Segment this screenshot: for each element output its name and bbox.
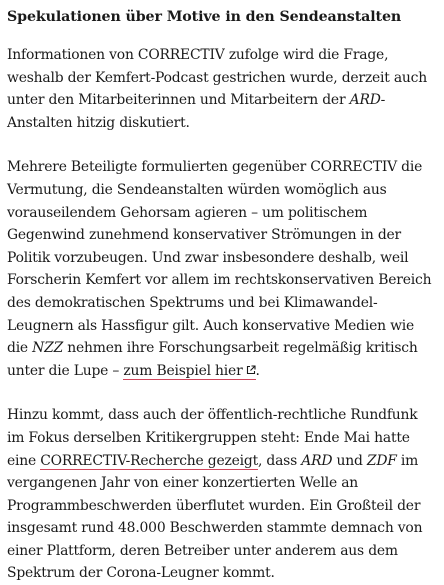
p3-zdf: ZDF [366, 452, 397, 469]
p3-text-2: , dass [257, 452, 302, 469]
p3-text-1: Hinzu kommt, dass auch der öffentlich-rechtliche Rundfunk im Fokus derselben Kritikergruppen steht: Ende Mai hatte eine [7, 407, 418, 469]
p3-ard: ARD [301, 452, 333, 469]
correctiv-research-link[interactable]: CORRECTIV-Recherche gezeigt [40, 452, 258, 469]
example-link-label: zum Beispiel hier [123, 362, 243, 379]
p2-nzz: NZZ [32, 340, 64, 357]
p1-text-2: -Anstalten hitzig diskutiert. [7, 92, 386, 131]
p1-ard: ARD [349, 92, 381, 109]
p3-text-4: im vergangenen Jahr von einer konzertierten Welle an Programmbeschwerden überflutet wurden. Ein Großteil der insgesamt rund 48.000 Beschwerden stammte demnach von einer Plattform, deren Betreiber unter anderem aus dem Spektrum der Corona-Leugner kommt. [7, 452, 423, 582]
paragraph-3 [7, 404, 438, 585]
p1-text-1: Informationen von CORRECTIV zufolge wird die Frage, weshalb der Kemfert-Podcast gestrichen wurde, derzeit auch unter den Mitarbeiterinnen und Mitarbeitern der [7, 47, 427, 109]
p2-text-1: Mehrere Beteiligte formulierten gegenüber CORRECTIV die Vermutung, die Sendeanstalten würden womöglich aus vorauseilendem Gehorsam agieren – um politischem Gegenwind zunehmend konservativer Strömungen in der Politik vorzubeugen. Und zwar insbesondere deshalb, weil Forscherin Kemfert vor allem im rechtskonservativen Bereich des demokratischen Spektrums und bei Klimawandel-Leugnern als Hassfigur gilt. Auch konservative Medien wie die [7, 159, 432, 357]
example-link[interactable] [123, 363, 255, 380]
section-heading: Spekulationen über Motive in den Sendeanstalten [7, 9, 402, 25]
p2-text-3: . [255, 362, 260, 379]
p3-text-3: und [332, 452, 367, 469]
paragraph-1 [7, 44, 438, 134]
external-link-icon [246, 365, 256, 375]
p2-text-2: nehmen ihre Forschungsarbeit regelmäßig kritisch unter die Lupe – [7, 340, 418, 379]
paragraph-2 [7, 156, 438, 382]
